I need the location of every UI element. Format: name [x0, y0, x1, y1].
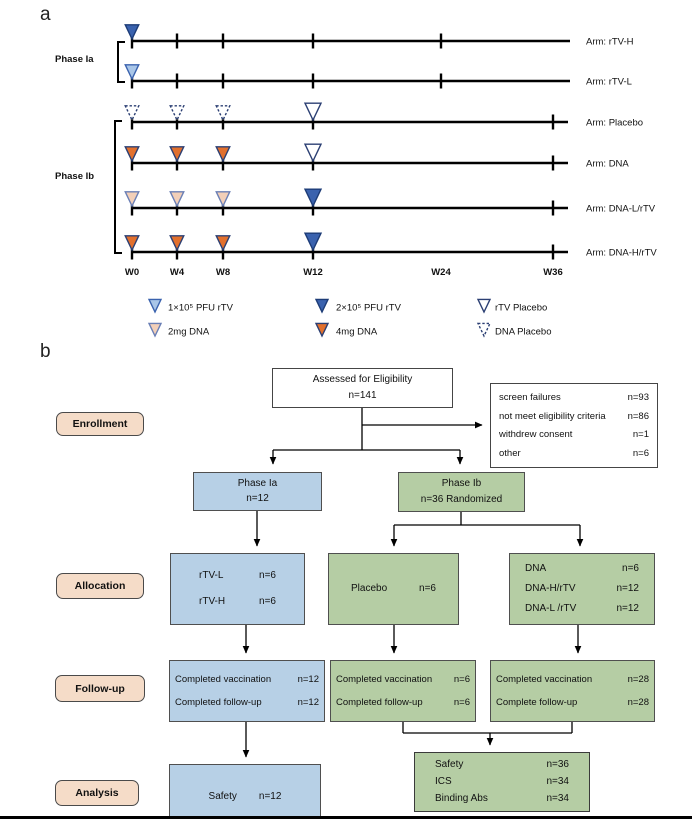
label: Complete follow-up [496, 696, 578, 708]
count: n=12 [258, 790, 282, 802]
allocation-placebo-box [328, 553, 459, 625]
label: Completed vaccination [175, 673, 272, 685]
dose-marker-dna-placebo-icon [170, 106, 184, 120]
count: n=12 [297, 673, 319, 685]
count: n=6 [453, 673, 470, 685]
followup-placebo-box [330, 660, 476, 722]
followup-row [491, 675, 654, 685]
label: DNA [525, 563, 547, 574]
stage-label-analysis: Analysis [55, 780, 139, 806]
count: n=12 [616, 603, 639, 614]
exclusions-box [490, 383, 658, 468]
dose-marker-rtv-low-icon [125, 65, 139, 79]
legend-item-label: 1×10⁵ PFU rTV [168, 302, 233, 314]
count: n=34 [546, 793, 569, 804]
legend-rtv-high-icon [316, 299, 328, 312]
followup-dna-box [490, 660, 655, 722]
count: n=28 [627, 673, 649, 685]
arm-label: Arm: DNA-L/rTV [586, 203, 656, 215]
assessed-title: Assessed for Eligibility [312, 374, 413, 385]
label: DNA-L /rTV [525, 603, 577, 614]
arm-label: Arm: rTV-L [586, 76, 632, 88]
exclusion-row [491, 412, 657, 422]
label: Safety [208, 790, 237, 802]
legend-rtv-placebo-icon [478, 299, 490, 312]
count: n=36 Randomized [420, 494, 503, 505]
followup-row [170, 675, 324, 685]
phase-ib-box [398, 472, 525, 512]
exclusion-row [491, 430, 657, 440]
allocation-rtv-box [170, 553, 305, 625]
analysis-row [415, 777, 589, 787]
arm-label: Arm: Placebo [586, 117, 644, 129]
label: Safety [435, 759, 464, 770]
count: n=34 [546, 776, 569, 787]
exclusion-row [491, 449, 657, 459]
label: withdrew consent [499, 429, 573, 440]
count: n=6 [259, 569, 276, 581]
week-label: W24 [431, 267, 451, 278]
count: n=6 [632, 447, 649, 459]
assessed-eligibility-box [272, 368, 453, 408]
followup-rtv-box [169, 660, 325, 722]
week-label: W12 [303, 267, 323, 278]
phase-ia-bracket [118, 42, 125, 82]
dose-marker-dna-2mg-icon [216, 192, 230, 206]
label: Placebo [351, 583, 388, 594]
dose-marker-dna-4mg-icon [216, 236, 230, 250]
label: screen failures [499, 392, 561, 403]
dose-marker-dna-placebo-icon [125, 106, 139, 120]
dose-marker-rtv-high-icon [125, 25, 139, 39]
phase-ib-label: Phase Ib [55, 171, 95, 182]
arm-label: Arm: DNA [586, 158, 629, 170]
legend-item-label: 4mg DNA [336, 326, 378, 338]
dose-marker-rtv-placebo-icon [305, 103, 321, 120]
allocation-row [171, 597, 304, 607]
allocation-row [510, 564, 654, 574]
followup-row [491, 698, 654, 708]
phase-ia-label: Phase Ia [55, 54, 94, 65]
panel-b-label: b [40, 341, 51, 362]
phase-ib-bracket [115, 121, 122, 253]
label: other [499, 447, 521, 459]
analysis-rtv-box [169, 764, 321, 817]
count: n=6 [622, 563, 639, 574]
dose-marker-dna-4mg-icon [170, 236, 184, 250]
allocation-row [171, 571, 304, 581]
allocation-dna-box [509, 553, 655, 625]
label: Binding Abs [435, 793, 488, 804]
vaccination-schedule-diagram [0, 0, 692, 345]
label: Completed follow-up [336, 696, 423, 708]
assessed-count: n=141 [348, 390, 377, 401]
figure-bottom-rule [0, 816, 692, 819]
title: Phase Ib [441, 478, 482, 489]
phase-ia-box [193, 472, 322, 511]
label: rTV-L [199, 569, 224, 581]
dose-marker-dna-2mg-icon [125, 192, 139, 206]
count: n=6 [453, 696, 470, 708]
label: ICS [435, 776, 452, 787]
week-label: W4 [169, 267, 185, 278]
allocation-row [329, 584, 458, 594]
dose-marker-dna-placebo-icon [216, 106, 230, 120]
followup-row [331, 698, 475, 708]
legend-dna-4mg-icon [316, 323, 328, 336]
week-label: W36 [543, 267, 563, 278]
arm-label: Arm: rTV-H [586, 36, 634, 48]
count: n=28 [627, 696, 649, 708]
legend-dna-2mg-icon [149, 323, 161, 336]
legend-item-label: 2mg DNA [168, 326, 210, 338]
followup-row [170, 698, 324, 708]
label: Completed vaccination [336, 673, 433, 685]
dose-marker-dna-4mg-icon [216, 147, 230, 161]
analysis-row [415, 794, 589, 804]
title: Phase Ia [237, 477, 278, 489]
dose-marker-rtv-high-icon [305, 233, 321, 250]
count: n=93 [627, 392, 649, 403]
analysis-row [170, 792, 320, 802]
legend-rtv-low-icon [149, 299, 161, 312]
dose-marker-dna-4mg-icon [125, 236, 139, 250]
label: not meet eligibility criteria [499, 410, 606, 422]
week-label: W0 [124, 267, 140, 278]
dose-marker-dna-4mg-icon [125, 147, 139, 161]
count: n=1 [632, 429, 649, 440]
arm-label: Arm: DNA-H/rTV [586, 247, 657, 259]
analysis-ib-box [414, 752, 590, 812]
count: n=12 [616, 583, 639, 594]
dose-marker-dna-4mg-icon [170, 147, 184, 161]
count: n=12 [297, 696, 319, 708]
dose-marker-rtv-high-icon [305, 189, 321, 206]
panel-a-label: a [40, 4, 51, 25]
legend-dna-placebo-icon [478, 323, 490, 336]
count: n=86 [627, 410, 649, 422]
count: n=6 [259, 596, 276, 608]
dose-marker-dna-2mg-icon [170, 192, 184, 206]
label: Completed follow-up [175, 696, 262, 708]
exclusion-row [491, 393, 657, 403]
label: rTV-H [199, 596, 226, 608]
analysis-row [415, 760, 589, 770]
allocation-row [510, 604, 654, 614]
legend-item-label: rTV Placebo [495, 302, 548, 314]
followup-row [331, 675, 475, 685]
allocation-row [510, 584, 654, 594]
count: n=6 [419, 583, 436, 594]
legend-item-label: DNA Placebo [495, 326, 552, 338]
label: DNA-H/rTV [525, 583, 576, 594]
label: Completed vaccination [496, 673, 593, 685]
stage-label-enrollment: Enrollment [56, 412, 144, 436]
legend-item-label: 2×10⁵ PFU rTV [336, 302, 401, 314]
stage-label-followup: Follow-up [55, 675, 145, 702]
stage-label-allocation: Allocation [56, 573, 144, 599]
count: n=36 [546, 759, 569, 770]
week-label: W8 [215, 267, 231, 278]
count: n=12 [246, 493, 269, 505]
dose-marker-rtv-placebo-icon [305, 144, 321, 161]
